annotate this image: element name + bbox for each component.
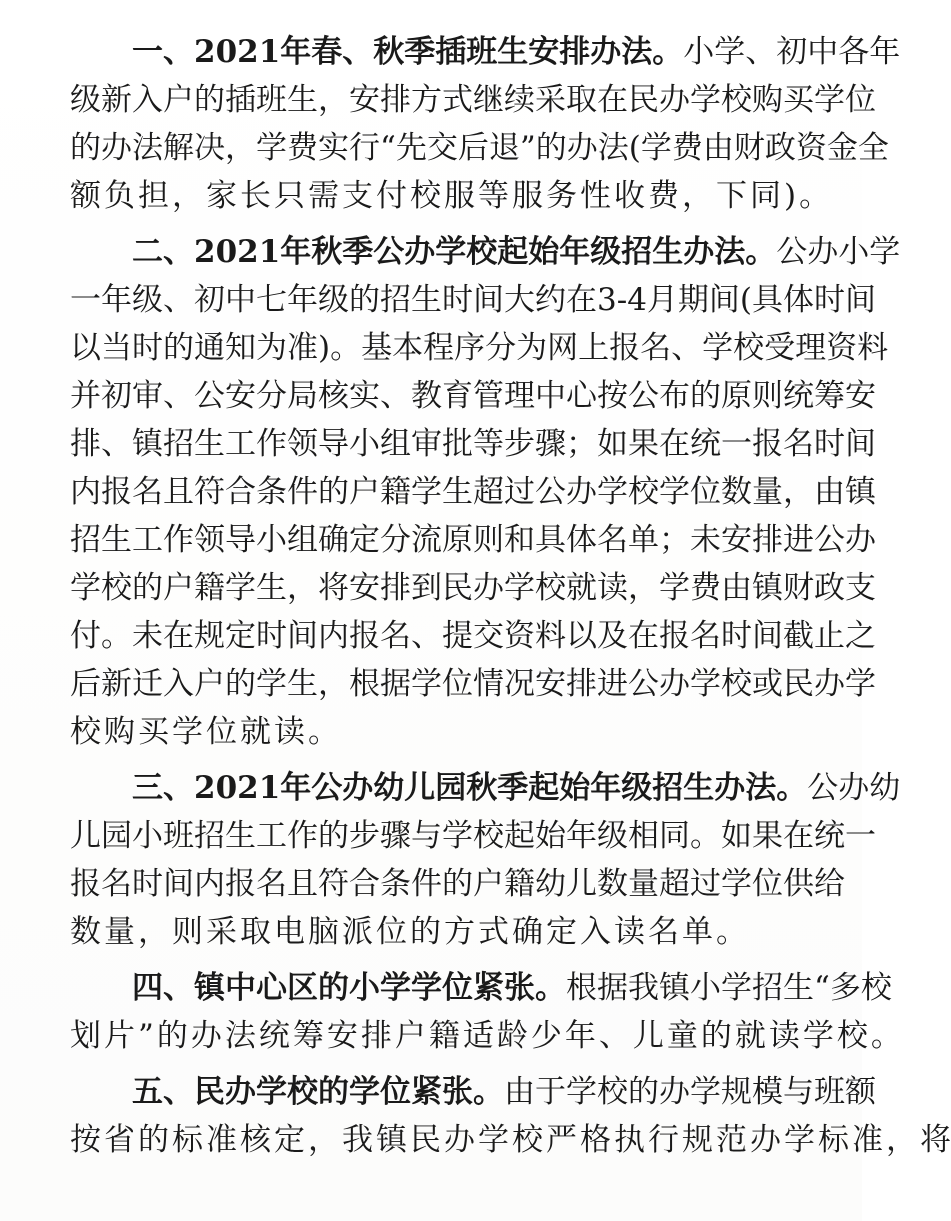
paragraph-p5 [70, 1068, 951, 1164]
text-line: 内 报 名 且 符 合 条 件 的 户 籍 学 生 超 过 公 办 学 校 学 位 数 量 ， 由 镇 [70, 474, 876, 510]
section-heading: 二、2021年秋季公办学校起始年级招生办法。 [132, 234, 777, 270]
text-line: 排 、 镇 招 生 工 作 领 导 小 组 审 批 等 步 骤 ； 如 果 在 统 一 报 名 时 间 [70, 426, 876, 462]
text-line: 额 负 担 ， 家 长 只 需 支 付 校 服 等 服 务 性 收 费 ， 下 同 ) 。 [70, 178, 831, 214]
text-line: 校 购 买 学 位 就 读 。 [70, 714, 339, 750]
paragraph-p2 [70, 228, 901, 756]
text-line: 三、2021年公办幼儿园秋季起始年级招生办法。 公 办 幼 [70, 764, 830, 812]
section-heading: 四、镇中心区的小学学位紧张。 [132, 970, 566, 1006]
text-line: 并 初 审 、 公 安 分 局 核 实 、 教 育 管 理 中 心 按 公 布 的 原 则 统 筹 安 [70, 378, 876, 414]
text-line: 付 。 未 在 规 定 时 间 内 报 名 、 提 交 资 料 以 及 在 报 名 时 间 截 止 之 [70, 618, 876, 654]
text-line: 报 名 时 间 内 报 名 且 符 合 条 件 的 户 籍 幼 儿 数 量 超 过 学 位 供 给 [70, 866, 845, 902]
text-line: 儿 园 小 班 招 生 工 作 的 步 骤 与 学 校 起 始 年 级 相 同 。 如 果 在 统 一 [70, 818, 876, 854]
text-line: 招 生 工 作 领 导 小 组 确 定 分 流 原 则 和 具 体 名 单 ； 未 安 排 进 公 办 [70, 522, 876, 558]
text-line: 以 当 时 的 通 知 为 准 ) 。 基 本 程 序 分 为 网 上 报 名 、 学 校 受 理 资 料 [70, 330, 889, 366]
text-line: 后 新 迁 入 户 的 学 生 ， 根 据 学 位 情 况 安 排 进 公 办 学 校 或 民 办 学 [70, 666, 876, 702]
section-heading: 三、2021年公办幼儿园秋季起始年级招生办法。 [132, 770, 808, 806]
section-heading: 一、2021年春、秋季插班生安排办法。 [132, 34, 684, 70]
document-body [70, 28, 951, 1172]
paragraph-p3 [70, 764, 901, 956]
text-line: 数 量 ， 则 采 取 电 脑 派 位 的 方 式 确 定 入 读 名 单 。 [70, 914, 747, 950]
text-line: 级 新 入 户 的 插 班 生 ， 安 排 方 式 继 续 采 取 在 民 办 学 校 购 买 学 位 [70, 82, 876, 118]
paragraph-p1 [70, 28, 901, 220]
text-line: 按 省 的 标 准 核 定 ， 我 镇 民 办 学 校 严 格 执 行 规 范 办 学 标 准 ， 将 [70, 1122, 951, 1158]
text-line: 学 校 的 户 籍 学 生 ， 将 安 排 到 民 办 学 校 就 读 ， 学 费 由 镇 财 政 支 [70, 570, 876, 606]
text-line: 一、2021年春、秋季插班生安排办法。 小 学 、 初 中 各 年 [70, 28, 830, 76]
text-line: 的 办 法 解 决 ， 学 费 实 行 “ 先 交 后 退 ” 的 办 法 ( 学 费 由 财 政 资 金 全 [70, 130, 889, 166]
section-heading: 五、民办学校的学位紧张。 [132, 1074, 504, 1110]
paragraph-p4 [70, 964, 902, 1060]
text-line: 一 年 级 、 初 中 七 年 级 的 招 生 时 间 大 约 在 3-4 月 期 间 ( 具 体 时 间 [70, 282, 877, 318]
text-line: 四、镇中心区的小学学位紧张。 根 据 我 镇 小 学 招 生 “ 多 校 [70, 964, 830, 1012]
text-line: 划 片 ” 的 办 法 统 筹 安 排 户 籍 适 龄 少 年 、 儿 童 的 就 读 学 校 。 [70, 1018, 902, 1054]
text-line: 五、民办学校的学位紧张。 由 于 学 校 的 办 学 规 模 与 班 额 [70, 1068, 830, 1116]
text-line: 二、2021年秋季公办学校起始年级招生办法。 公 办 小 学 [70, 228, 830, 276]
